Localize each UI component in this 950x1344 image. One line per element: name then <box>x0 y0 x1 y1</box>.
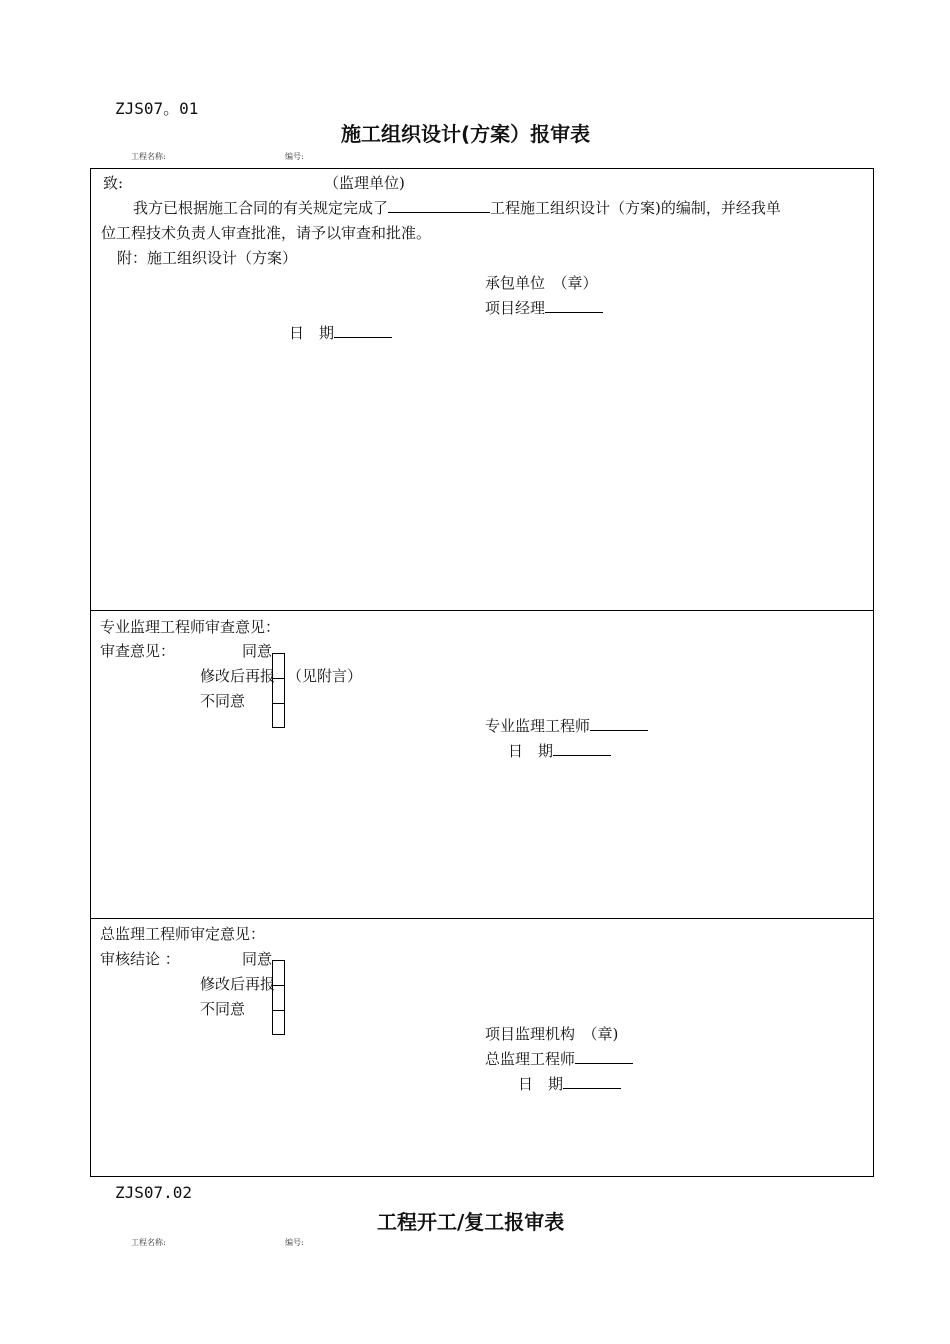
checkbox-disagree[interactable] <box>273 1011 284 1036</box>
number-label: 编号: <box>285 152 304 161</box>
option-revise: 修改后再报 <box>200 667 276 685</box>
checkbox-agree[interactable] <box>273 961 284 986</box>
specialist-heading: 专业监理工程师审查意见： <box>100 618 281 636</box>
chief-heading: 总监理工程师审定意见： <box>100 925 266 943</box>
project-name-label: 工程名称: <box>131 1238 166 1247</box>
date-label: 日 期 <box>508 742 554 760</box>
checkbox-revise[interactable] <box>273 679 284 704</box>
section-divider <box>90 918 874 919</box>
specialist-engineer-blank[interactable] <box>590 716 648 731</box>
date-blank[interactable] <box>553 741 611 756</box>
option-agree: 同意 <box>242 642 273 660</box>
date-b <box>508 740 611 761</box>
checkbox-revise[interactable] <box>273 986 284 1011</box>
conclusion-label: 审核结论 ： <box>100 950 180 968</box>
to-label: 致: <box>103 174 124 192</box>
chief-engineer <box>485 1048 633 1069</box>
opinion-label: 审查意见： <box>100 642 176 660</box>
form-title: 施工组织设计(方案）报审表 <box>341 122 591 146</box>
attachment: 附：施工组织设计（方案） <box>117 249 298 267</box>
form-code: ZJS07.02 <box>115 1183 193 1202</box>
body-part-1: 我方已根据施工合同的有关规定完成了 <box>133 199 389 217</box>
specialist-engineer <box>485 715 648 736</box>
option-revise: 修改后再报 <box>200 975 276 993</box>
date-c <box>518 1073 621 1094</box>
body-line-1 <box>133 197 781 218</box>
form-code: ZJS07。01 <box>115 99 199 118</box>
option-disagree: 不同意 <box>200 1000 246 1018</box>
number-label: 编号: <box>285 1238 304 1247</box>
date-label: 日 期 <box>518 1075 564 1093</box>
option-disagree: 不同意 <box>200 692 246 710</box>
checkbox-group <box>272 653 285 728</box>
body-part-2: 工程施工组织设计（方案)的编制，并经我单 <box>490 199 781 217</box>
checkbox-group <box>272 960 285 1035</box>
project-name-label: 工程名称: <box>131 152 166 161</box>
section-divider <box>90 610 874 611</box>
project-manager-label: 项目经理 <box>485 299 546 317</box>
project-manager-blank[interactable] <box>545 298 603 313</box>
specialist-engineer-label: 专业监理工程师 <box>485 717 591 735</box>
option-revise-note: （见附言） <box>287 667 363 685</box>
date-label: 日 期 <box>289 324 335 342</box>
chief-engineer-label: 总监理工程师 <box>485 1050 576 1068</box>
supervisor-unit: （监理单位) <box>324 174 405 192</box>
date-blank[interactable] <box>563 1074 621 1089</box>
date-blank[interactable] <box>334 323 392 338</box>
contractor-seal: 承包单位 （章） <box>485 274 598 292</box>
option-agree: 同意 <box>242 950 273 968</box>
supervision-org-seal: 项目监理机构 （章) <box>485 1025 619 1043</box>
chief-engineer-blank[interactable] <box>575 1049 633 1064</box>
form-title: 工程开工/复工报审表 <box>377 1210 565 1234</box>
body-line-2: 位工程技术负责人审查批准，请予以审查和批准。 <box>101 224 432 242</box>
date-a <box>289 322 392 343</box>
project-manager <box>485 297 603 318</box>
project-name-blank[interactable] <box>388 198 490 213</box>
checkbox-disagree[interactable] <box>273 704 284 729</box>
checkbox-agree[interactable] <box>273 654 284 679</box>
